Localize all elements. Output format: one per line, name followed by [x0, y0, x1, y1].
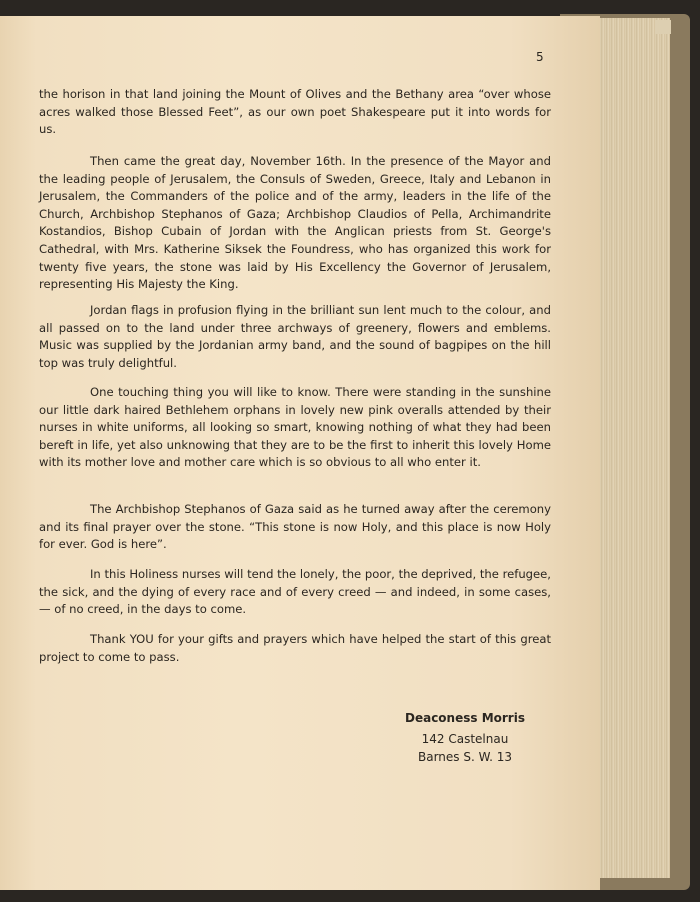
page-tab: [655, 20, 671, 34]
paragraph-3: Jordan flags in profusion flying in the brilliant sun lent much to the colour, and all passed on to the land under three archways of greenery, flowers and emblems. Music was supplied by the Jordanian army band, and the sound of bagpipes on the hill top was truly delightful.: [39, 303, 551, 370]
signature-name: Deaconess Morris: [405, 711, 525, 725]
paragraph-1: the horison in that land joining the Mount of Olives and the Bethany area “over whose acres walked those Blessed Feet”, as our own poet Shakespeare put it into words for us.: [39, 87, 551, 137]
paragraph-2: Then came the great day, November 16th. In the presence of the Mayor and the leading people of Jerusalem, the Consuls of Sweden, Greece, Italy and Lebanon in Jerusalem, the Commanders of the police and of the army, leaders in the life of the Church, Archbishop Stephanos of Gaza; Archbishop Claudios of Pella, Archimandrite Kostandios, Bishop Cubain of Jordan with the Anglican priests from St. George's Cathedral, with Mrs. Katherine Siksek the Foundress, who has organized this work for twenty five years, the stone was laid by His Excellency the Governor of Jerusalem, representing His Majesty the King.: [39, 154, 551, 292]
paragraph-5: The Archbishop Stephanos of Gaza said as he turned away after the ceremony and its final prayer over the stone. “This stone is now Holy, and this place is now Holy for ever. God is here”.: [39, 502, 551, 552]
paragraph-4: One touching thing you will like to know. There were standing in the sunshine our little dark haired Bethlehem orphans in lovely new pink overalls attended by their nurses in white uniforms, all looking so smart, knowing nothing of what they had been bereft in life, yet also unknowing that they are to be the first to inherit this lovely Home with its mother love and mother care which is so obvious to all who enter it.: [39, 385, 551, 470]
signature-address-line-1: 142 Castelnau: [421, 732, 509, 746]
paragraph-6: In this Holiness nurses will tend the lonely, the poor, the deprived, the refugee, the sick, and the dying of every race and of every creed — and indeed, in some cases, — of no creed, in the days to come.: [39, 567, 551, 617]
paragraph-7: Thank YOU for your gifts and prayers which have helped the start of this great project to come to pass.: [39, 632, 551, 664]
book-page: [0, 16, 600, 890]
page-number: 5: [536, 50, 544, 64]
signature-address-line-2: Barnes S. W. 13: [418, 750, 512, 764]
